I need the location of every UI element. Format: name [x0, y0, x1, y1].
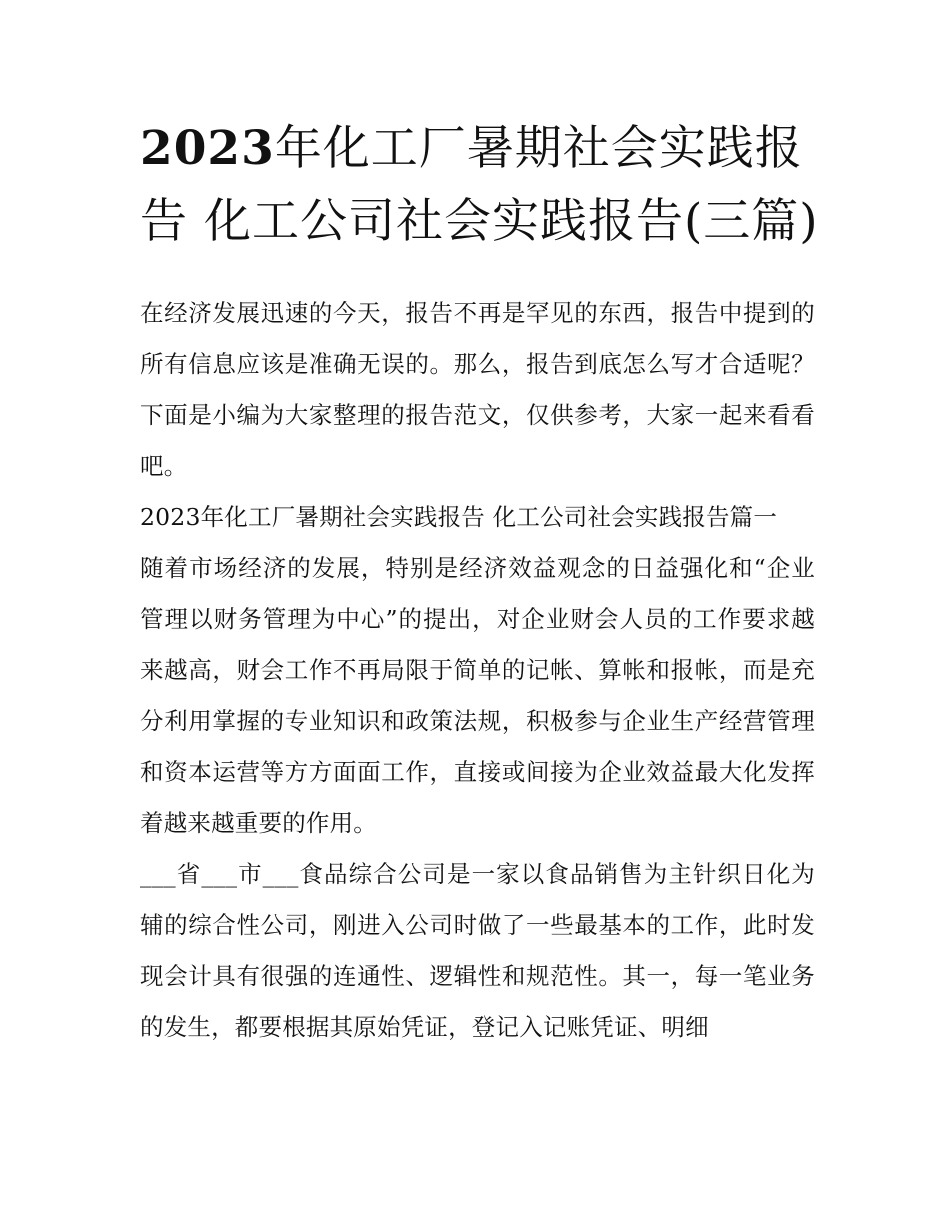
- title-text: 年化工厂暑期社会实践报告 化工公司社会实践报告(三篇): [140, 121, 819, 249]
- document-body: [140, 288, 820, 1053]
- document-page: [140, 112, 820, 1053]
- title-year: 2023: [140, 121, 275, 176]
- document-title: [140, 112, 820, 258]
- body-paragraph: ___省___市___食品综合公司是一家以食品销售为主针织日化为辅的综合性公司，刚进入公司时做了一些最基本的工作，此时发现会计具有很强的连通性、逻辑性和规范性。其一，每一笔业务的发生，都要根据其原始凭证，登记入记账凭证、明细: [140, 860, 815, 1041]
- body-paragraph: 随着市场经济的发展，特别是经济效益观念的日益强化和“企业管理以财务管理为中心”的提出，对企业财会人员的工作要求越来越高，财会工作不再局限于简单的记帐、算帐和报帐，而是充分利用掌握的专业知识和政策法规，积极参与企业生产经营管理和资本运营等方方面面工作，直接或间接为企业效益最大化发挥着越来越重要的作用。: [140, 554, 815, 837]
- intro-paragraph: 在经济发展迅速的今天，报告不再是罕见的东西，报告中提到的所有信息应该是准确无误的。那么，报告到底怎么写才合适呢？下面是小编为大家整理的报告范文，仅供参考，大家一起来看看吧。: [140, 299, 815, 480]
- section-heading: 2023年化工厂暑期社会实践报告 化工公司社会实践报告篇一: [140, 503, 778, 531]
